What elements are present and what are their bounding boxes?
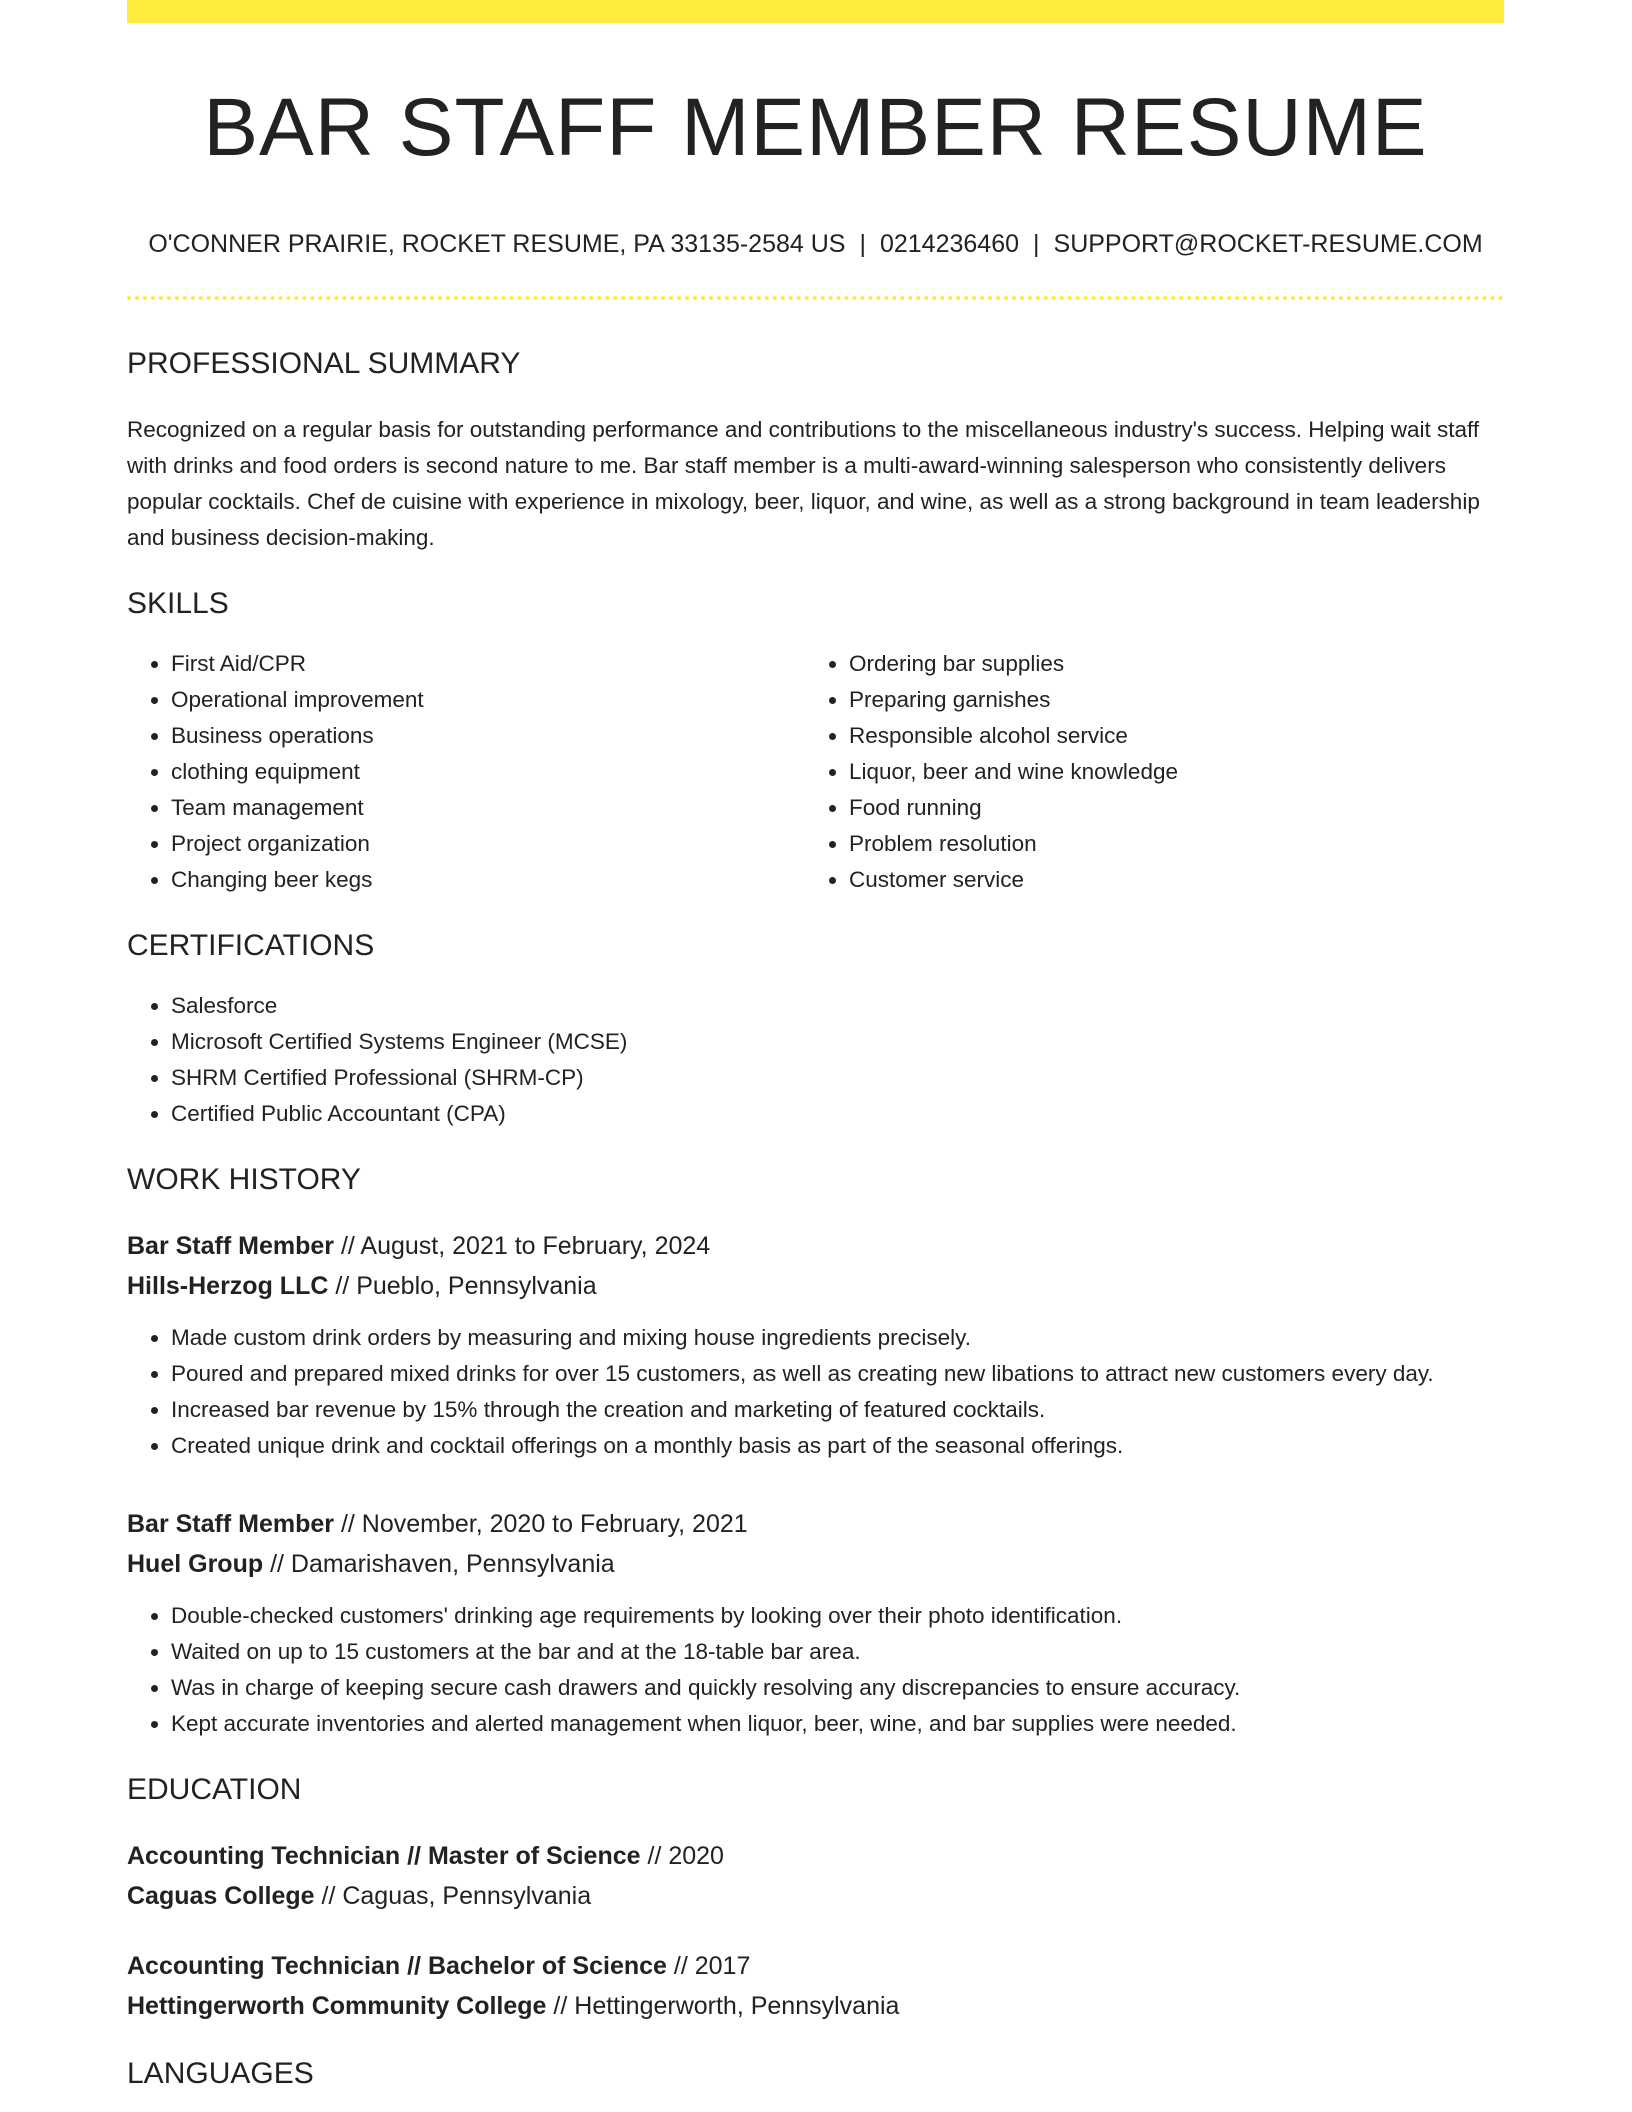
languages-heading: LANGUAGES [127, 2057, 314, 2091]
job-dates: // November, 2020 to February, 2021 [340, 1510, 748, 1539]
job-entry [127, 1226, 1504, 1464]
languages-section [127, 2056, 1504, 2092]
job-bullet: • Increased bar revenue by 15% through the creation and marketing of featured cocktails. [171, 1392, 1504, 1428]
certifications-list [127, 988, 1504, 1132]
job-bullet: • Kept accurate inventories and alerted management when liquor, beer, wine, and bar supplies were needed. [171, 1706, 1504, 1742]
education-degree: Accounting Technician // Bachelor of Science [127, 1952, 667, 1981]
resume-title: BAR STAFF MEMBER RESUME [203, 82, 1428, 173]
education-degree-line [127, 1836, 1504, 1876]
job-bullet: • Poured and prepared mixed drinks for over 15 customers, as well as creating new libations to attract new customers every day. [171, 1356, 1504, 1392]
skill-item: • clothing equipment [171, 754, 805, 790]
work-history-heading: WORK HISTORY [127, 1163, 361, 1197]
skills-section [127, 586, 1504, 898]
skills-heading: SKILLS [127, 587, 229, 621]
job-bullet: • Double-checked customers' drinking age requirements by looking over their photo identification. [171, 1598, 1504, 1634]
job-company: Huel Group [127, 1550, 264, 1579]
contact-separator: | [1033, 230, 1040, 259]
skills-list-right [805, 646, 1483, 898]
education-entry [127, 1836, 1504, 1916]
skill-item: • Project organization [171, 826, 805, 862]
job-entry [127, 1504, 1504, 1742]
skill-item: • Team management [171, 790, 805, 826]
education-degree: Accounting Technician // Master of Science [127, 1842, 641, 1871]
accent-bar [127, 0, 1504, 23]
skill-item: • Food running [849, 790, 1483, 826]
contact-line [127, 229, 1504, 259]
education-school-line [127, 1986, 1504, 2026]
job-title: Bar Staff Member [127, 1510, 334, 1539]
summary-section [127, 346, 1504, 556]
education-degree-line [127, 1946, 1504, 1986]
contact-email: SUPPORT@ROCKET-RESUME.COM [1053, 230, 1483, 259]
summary-heading: PROFESSIONAL SUMMARY [127, 347, 521, 381]
skill-item: • Ordering bar supplies [849, 646, 1483, 682]
education-heading: EDUCATION [127, 1773, 302, 1807]
skill-item: • Customer service [849, 862, 1483, 898]
contact-separator: | [859, 230, 866, 259]
contact-address: O'CONNER PRAIRIE, ROCKET RESUME, PA 33135-2584 US [148, 230, 846, 259]
skill-item: • First Aid/CPR [171, 646, 805, 682]
job-bullet: • Waited on up to 15 customers at the bar and at the 18-table bar area. [171, 1634, 1504, 1670]
certifications-section [127, 928, 1504, 1132]
job-title: Bar Staff Member [127, 1232, 334, 1261]
job-company-line [127, 1544, 1504, 1584]
education-school: Caguas College [127, 1882, 315, 1911]
education-location: // Hettingerworth, Pennsylvania [553, 1992, 900, 2021]
job-company: Hills-Herzog LLC [127, 1272, 329, 1301]
dotted-divider [127, 296, 1504, 300]
education-school-line [127, 1876, 1504, 1916]
education-location: // Caguas, Pennsylvania [321, 1882, 592, 1911]
education-entry [127, 1946, 1504, 2026]
summary-text: Recognized on a regular basis for outstanding performance and contributions to the miscellaneous industry's success. Helping wait staff with drinks and food orders is second nature to me. Bar staff member is a multi-award-winning salesperson who consistently delivers popular cocktails. Chef de cuisine with experience in mixology, beer, liquor, and wine, as well as a strong background in team leadership and business decision-making. [127, 417, 1480, 551]
work-history-section [127, 1162, 1504, 1742]
skill-item: • Changing beer kegs [171, 862, 805, 898]
job-title-line [127, 1226, 1504, 1266]
resume-page [127, 0, 1504, 2092]
job-title-line [127, 1504, 1504, 1544]
job-bullets [127, 1320, 1504, 1464]
job-company-line [127, 1266, 1504, 1306]
job-location: // Damarishaven, Pennsylvania [270, 1550, 615, 1579]
job-bullet: • Made custom drink orders by measuring and mixing house ingredients precisely. [171, 1320, 1504, 1356]
job-bullet: • Was in charge of keeping secure cash drawers and quickly resolving any discrepancies to ensure accuracy. [171, 1670, 1504, 1706]
job-dates: // August, 2021 to February, 2024 [340, 1232, 711, 1261]
certification-item: • Microsoft Certified Systems Engineer (MCSE) [171, 1024, 1504, 1060]
skills-grid [127, 622, 1504, 898]
education-year: // 2017 [673, 1952, 751, 1981]
skills-list-left [127, 646, 805, 898]
skill-item: • Liquor, beer and wine knowledge [849, 754, 1483, 790]
skill-item: • Problem resolution [849, 826, 1483, 862]
job-location: // Pueblo, Pennsylvania [335, 1272, 597, 1301]
certification-item: • Certified Public Accountant (CPA) [171, 1096, 1504, 1132]
certifications-heading: CERTIFICATIONS [127, 929, 375, 963]
education-school: Hettingerworth Community College [127, 1992, 547, 2021]
contact-phone: 0214236460 [879, 230, 1020, 259]
skill-item: • Responsible alcohol service [849, 718, 1483, 754]
skill-item: • Business operations [171, 718, 805, 754]
skill-item: • Operational improvement [171, 682, 805, 718]
certification-item: • SHRM Certified Professional (SHRM-CP) [171, 1060, 1504, 1096]
certification-item: • Salesforce [171, 988, 1504, 1024]
education-section [127, 1772, 1504, 2026]
job-bullets [127, 1598, 1504, 1742]
job-bullet: • Created unique drink and cocktail offerings on a monthly basis as part of the seasonal offerings. [171, 1428, 1504, 1464]
skill-item: • Preparing garnishes [849, 682, 1483, 718]
education-year: // 2020 [647, 1842, 724, 1871]
